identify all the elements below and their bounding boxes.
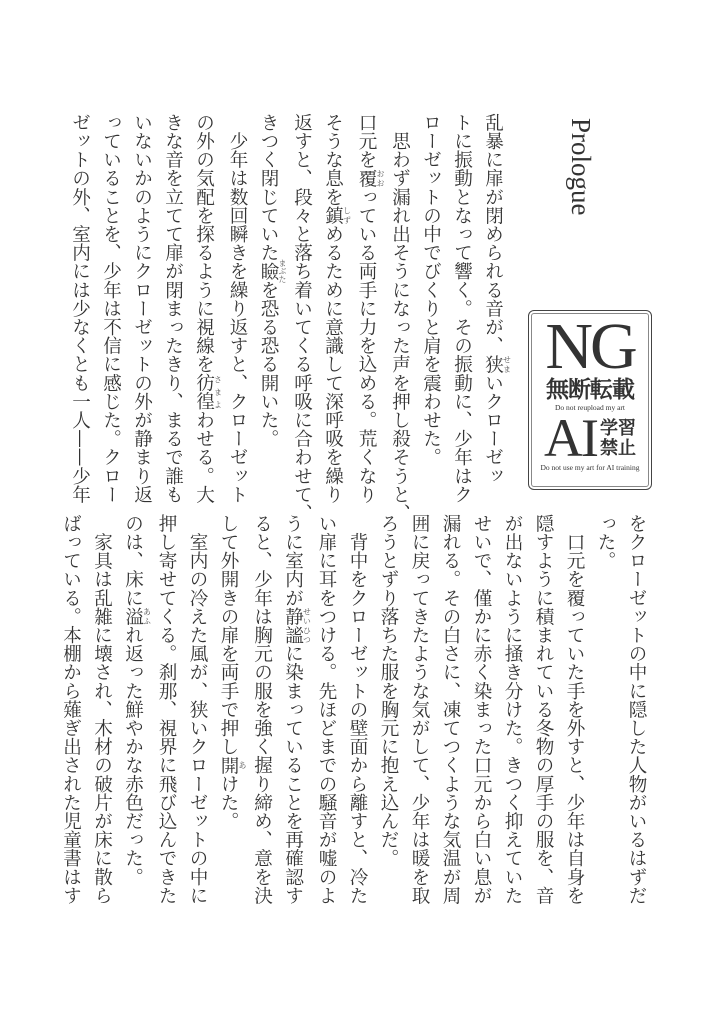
text-line: っていることを、少年は不信に感じた。クロー (100, 113, 122, 504)
stamp-no-reupload-en: Do not reupload my art (555, 403, 625, 412)
text-line: 口元を覆っていた手を外すと、少年は自身を (564, 514, 585, 905)
text-line: ローゼットの中でびくりと肩を震わせた。 (420, 113, 442, 467)
text-line: きな音を立てて扉が閉まったきり、まるで誰も (162, 113, 184, 504)
text-line: ろうとずり落ちた服を胸元に抱え込んだ。 (378, 514, 399, 868)
text-line: そうな息を鎮 しずめるために意識して深呼吸を繰り (322, 113, 352, 504)
text-line: の外の気配を探るように視線を彷徨 さまよわせる。大 (193, 113, 223, 504)
text-line: 囲に戻ってきたような気がして、少年は暖を取 (409, 514, 430, 905)
text-line: トに振動となって響く。その振動に、少年はク (451, 113, 473, 504)
stamp-no-reupload-jp: 無断転載 (546, 377, 634, 402)
text-line: 返すと、段々と落ち着いてくる呼吸に合わせて、 (291, 113, 313, 523)
ruby-reading: あ (238, 755, 247, 775)
ruby-word: 瞼 まぶた (258, 259, 287, 284)
text-line: 室内の冷えた風が、狭いクローゼットの中に (187, 514, 208, 905)
text-line: 背中をクローゼットの壁面から離すと、冷た (347, 514, 368, 905)
stamp-ai: AI (544, 408, 597, 468)
ruby-word: 覆 おお (356, 168, 385, 188)
no-reupload-no-ai-stamp (528, 310, 652, 490)
ruby-reading: あふ (142, 607, 152, 626)
ruby-word: 彷徨 さまよ (193, 373, 223, 411)
ruby-word: 鎮 しず (322, 206, 352, 225)
text-line: 家具は乱雑に壊され、木材の破片が床に散ら (91, 514, 113, 905)
ruby-reading: せま (502, 354, 512, 374)
body-text-lower (56, 514, 653, 934)
ruby-reading: せいひつ (302, 607, 312, 645)
text-line: 漏れる。その白さに、凍てつくような気温が周 (440, 514, 461, 905)
text-line: ると、少年は胸元の服を強く握り締め、意を決 (251, 514, 273, 905)
text-line: 乱暴に扉が閉められる音が、狭 せまいクローゼッ (482, 113, 512, 486)
stamp-ng: NG (545, 310, 635, 383)
stamp-no-ai-en: Do not use my art for AI training (540, 463, 640, 472)
text-line: のは、床に溢 あふれ返った鮮やかな赤色だった。 (122, 514, 152, 887)
ruby-word: 静謐 せいひつ (282, 607, 312, 645)
ruby-reading: おお (376, 168, 385, 188)
ruby-word: 開 あ (218, 755, 247, 775)
ruby-reading: まぶた (278, 259, 287, 284)
chapter-title: Prologue (566, 118, 596, 216)
text-line: して外開きの扉を両手で押し開 あけた。 (218, 514, 247, 831)
text-line: 押し寄せてくる。刹那、視界に飛び込んできた (156, 514, 177, 905)
text-line: 口元を覆 おおっている両手に力を込める。荒くなり (356, 113, 385, 504)
text-line: い扉に耳をつける。先ほどまでの騒音が嘘のよ (316, 514, 337, 905)
text-line: ばっている。本棚から薙ぎ出された児童書はす (60, 514, 82, 905)
ruby-reading: しず (342, 206, 352, 225)
text-line: をクローゼットの中に隠した人物がいるはずだ (626, 514, 647, 905)
ruby-word: 溢 あふ (122, 607, 152, 626)
body-text-upper (65, 113, 512, 523)
text-line: ゼットの外、室内には少なくとも一人——少年 (69, 113, 91, 504)
ruby-reading: さまよ (213, 373, 223, 411)
text-line: が出ないように掻き分けた。きつく抑えていた (502, 514, 523, 905)
text-line: 思わず漏れ出そうになった声を押し殺そうと、 (389, 113, 411, 523)
text-line: せいで、僅かに赤く染まった口元から白い息が (471, 514, 492, 905)
stamp-prohibited: 禁止 (599, 438, 636, 458)
text-line: った。 (595, 514, 616, 570)
stamp-ai-kanji (600, 418, 636, 458)
text-line: 少年は数回瞬きを繰り返すと、クローゼット (227, 113, 248, 504)
text-line: 隠すように積まれている冬物の厚手の服を、音 (533, 514, 554, 905)
stamp-learning: 学習 (599, 418, 636, 438)
text-line: きつく閉じていた瞼 まぶたを恐る恐る開いた。 (258, 113, 287, 448)
text-line: いないかのようにクローゼットの外が静まり返 (131, 113, 153, 504)
text-line: うに室内が静謐 せいひつに染まっていることを再確認す (282, 514, 312, 905)
ruby-word: 狭 せま (482, 354, 512, 374)
